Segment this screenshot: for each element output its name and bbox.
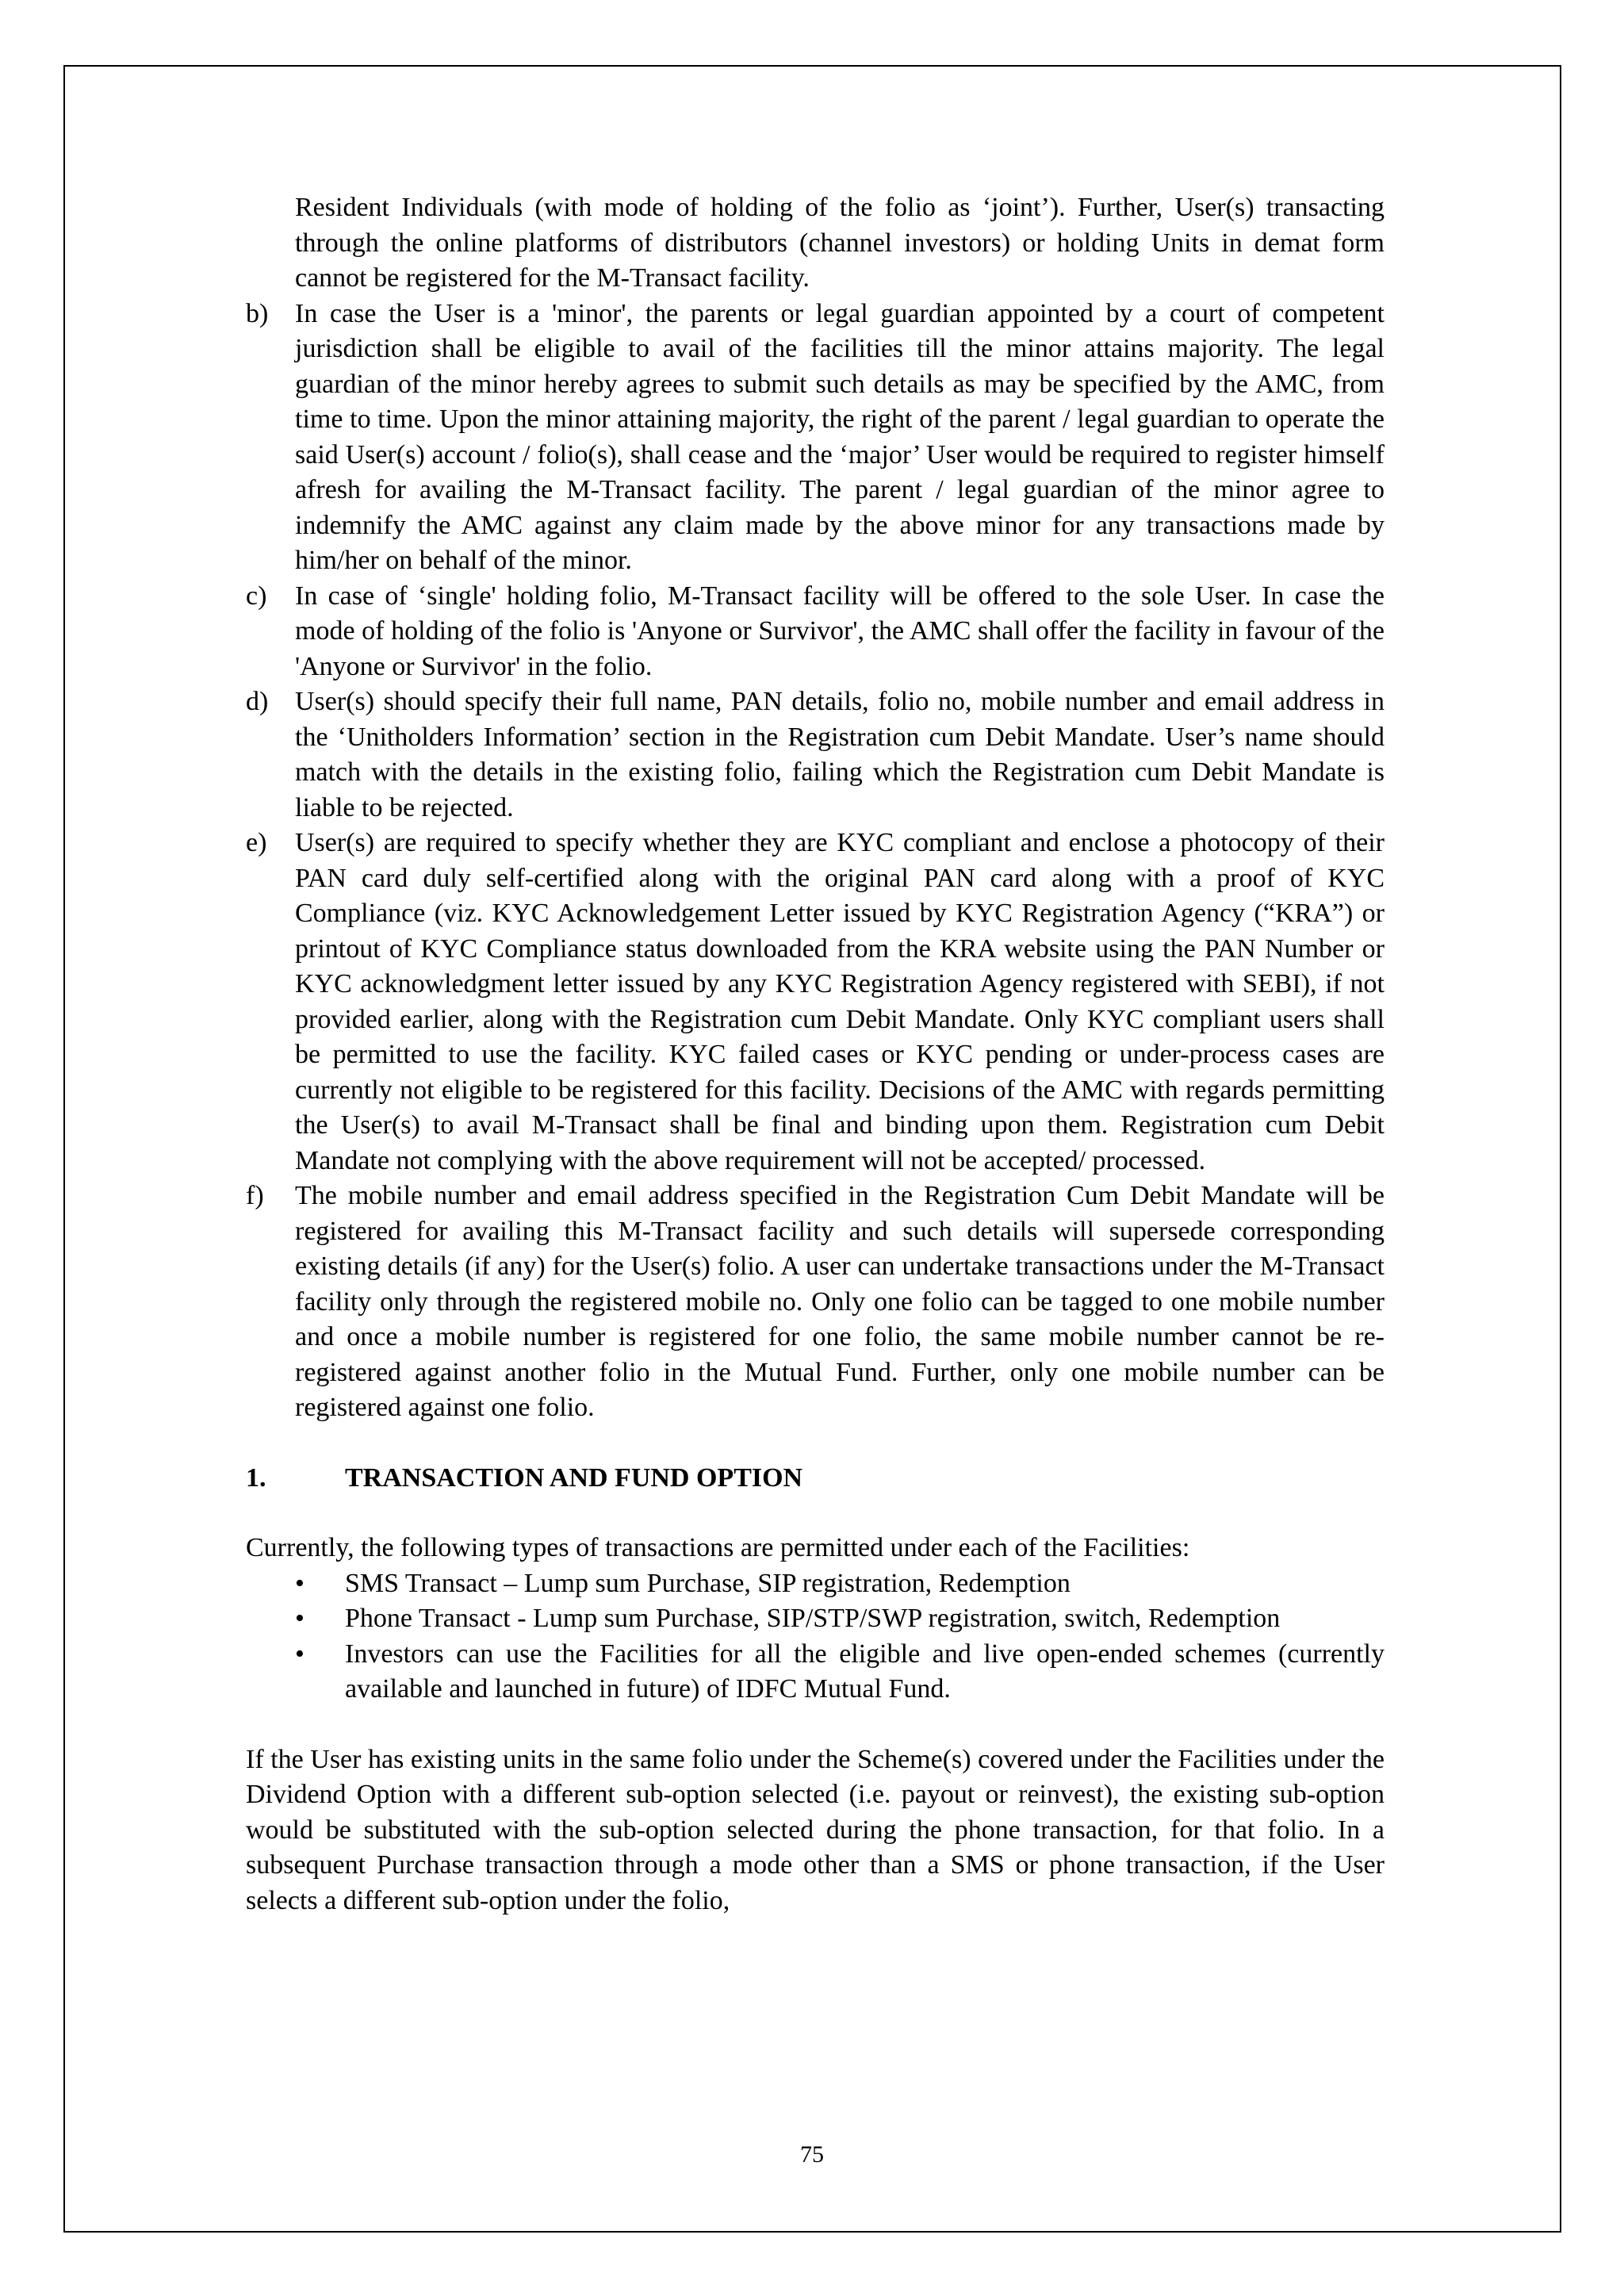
list-item bbox=[246, 1566, 1385, 1602]
item-label: f) bbox=[246, 1181, 264, 1210]
bullet-icon: • bbox=[295, 1568, 304, 1598]
item-label: e) bbox=[246, 828, 267, 857]
page-number: 75 bbox=[800, 2141, 824, 2168]
section-title: TRANSACTION AND FUND OPTION bbox=[345, 1462, 803, 1493]
continued-paragraph: Resident Individuals (with mode of holding of the folio as ‘joint’). Further, User(s) transacting through the online platforms of distributors (channel investors) or holding Units in demat form cannot be registered for the M-Transact facility. bbox=[295, 193, 1385, 293]
document-body bbox=[246, 190, 1385, 1918]
list-item-e bbox=[246, 826, 1385, 1179]
bullet-icon: • bbox=[295, 1639, 304, 1669]
bullet-icon: • bbox=[295, 1604, 304, 1633]
item-text: The mobile number and email address specified in the Registration Cum Debit Mandate will be registered for availing this M-Transact facility and such details will supersede corresponding existing details (if any) for the User(s) folio. A user can undertake transactions under the M-Transact facility only through the registered mobile no. Only one folio can be tagged to one mobile number and once a mobile number is registered for one folio, the same mobile number cannot be re-registered against another folio in the Mutual Fund. Further, only one mobile number can be registered against one folio. bbox=[295, 1181, 1385, 1422]
list-item-d bbox=[246, 684, 1385, 826]
item-label: d) bbox=[246, 687, 269, 716]
item-label: b) bbox=[246, 298, 269, 328]
section-number: 1. bbox=[246, 1462, 266, 1493]
bullet-text: Investors can use the Facilities for all the eligible and live open-ended schemes (currently available and launched in future) of IDFC Mutual Fund. bbox=[345, 1639, 1385, 1704]
list-item-c bbox=[246, 579, 1385, 685]
final-paragraph: If the User has existing units in the same folio under the Scheme(s) covered under the Facilities under the Dividend Option with a different sub-option selected (i.e. payout or reinvest), the existing sub-option would be substituted with the sub-option selected during the phone transaction, for that folio. In a subsequent Purchase transaction through a mode other than a SMS or phone transaction, if the User selects a different sub-option under the folio, bbox=[246, 1744, 1385, 1915]
item-text: User(s) should specify their full name, PAN details, folio no, mobile number and email address in the ‘Unitholders Information’ section in the Registration cum Debit Mandate. User’s name should match with the details in the existing folio, failing which the Registration cum Debit Mandate is liable to be rejected. bbox=[295, 687, 1385, 822]
list-item bbox=[246, 1637, 1385, 1708]
intro-paragraph: Currently, the following types of transactions are permitted under each of the Facilities: bbox=[246, 1533, 1190, 1562]
list-item bbox=[246, 1601, 1385, 1637]
item-text: In case of ‘single' holding folio, M-Transact facility will be offered to the sole User. In case the mode of holding of the folio is 'Anyone or Survivor', the AMC shall offer the facility in favour of the 'Anyone or Survivor' in the folio. bbox=[295, 581, 1385, 681]
bullet-text: SMS Transact – Lump sum Purchase, SIP registration, Redemption bbox=[345, 1568, 1071, 1598]
item-text: In case the User is a 'minor', the parents or legal guardian appointed by a court of competent jurisdiction shall be eligible to avail of the facilities till the minor attains majority. The legal guardian of the minor hereby agrees to submit such details as may be specified by the AMC, from time to time. Upon the minor attaining majority, the right of the parent / legal guardian to operate the said User(s) account / folio(s), shall cease and the ‘major’ User would be required to register himself afresh for availing the M-Transact facility. The parent / legal guardian of the minor agree to indemnify the AMC against any claim made by the above minor for any transactions made by him/her on behalf of the minor. bbox=[295, 298, 1385, 575]
list-item-b bbox=[246, 297, 1385, 579]
item-label: c) bbox=[246, 581, 267, 611]
bullet-text: Phone Transact - Lump sum Purchase, SIP/STP/SWP registration, switch, Redemption bbox=[345, 1604, 1281, 1633]
item-text: User(s) are required to specify whether they are KYC compliant and enclose a photocopy of their PAN card duly self-certified along with the original PAN card along with a proof of KYC Compliance (viz. KYC Acknowledgement Letter issued by KYC Registration Agency (“KRA”) or printout of KYC Compliance status downloaded from the KRA website using the PAN Number or KYC acknowledgment letter issued by any KYC Registration Agency registered with SEBI), if not provided earlier, along with the Registration cum Debit Mandate. Only KYC compliant users shall be permitted to use the facility. KYC failed cases or KYC pending or under-process cases are currently not eligible to be registered for this facility. Decisions of the AMC with regards permitting the User(s) to avail M-Transact shall be final and binding upon them. Registration cum Debit Mandate not complying with the above requirement will not be accepted/ processed. bbox=[295, 828, 1385, 1175]
section-heading bbox=[246, 1461, 1385, 1497]
transaction-list bbox=[246, 1566, 1385, 1708]
list-item-f bbox=[246, 1179, 1385, 1426]
